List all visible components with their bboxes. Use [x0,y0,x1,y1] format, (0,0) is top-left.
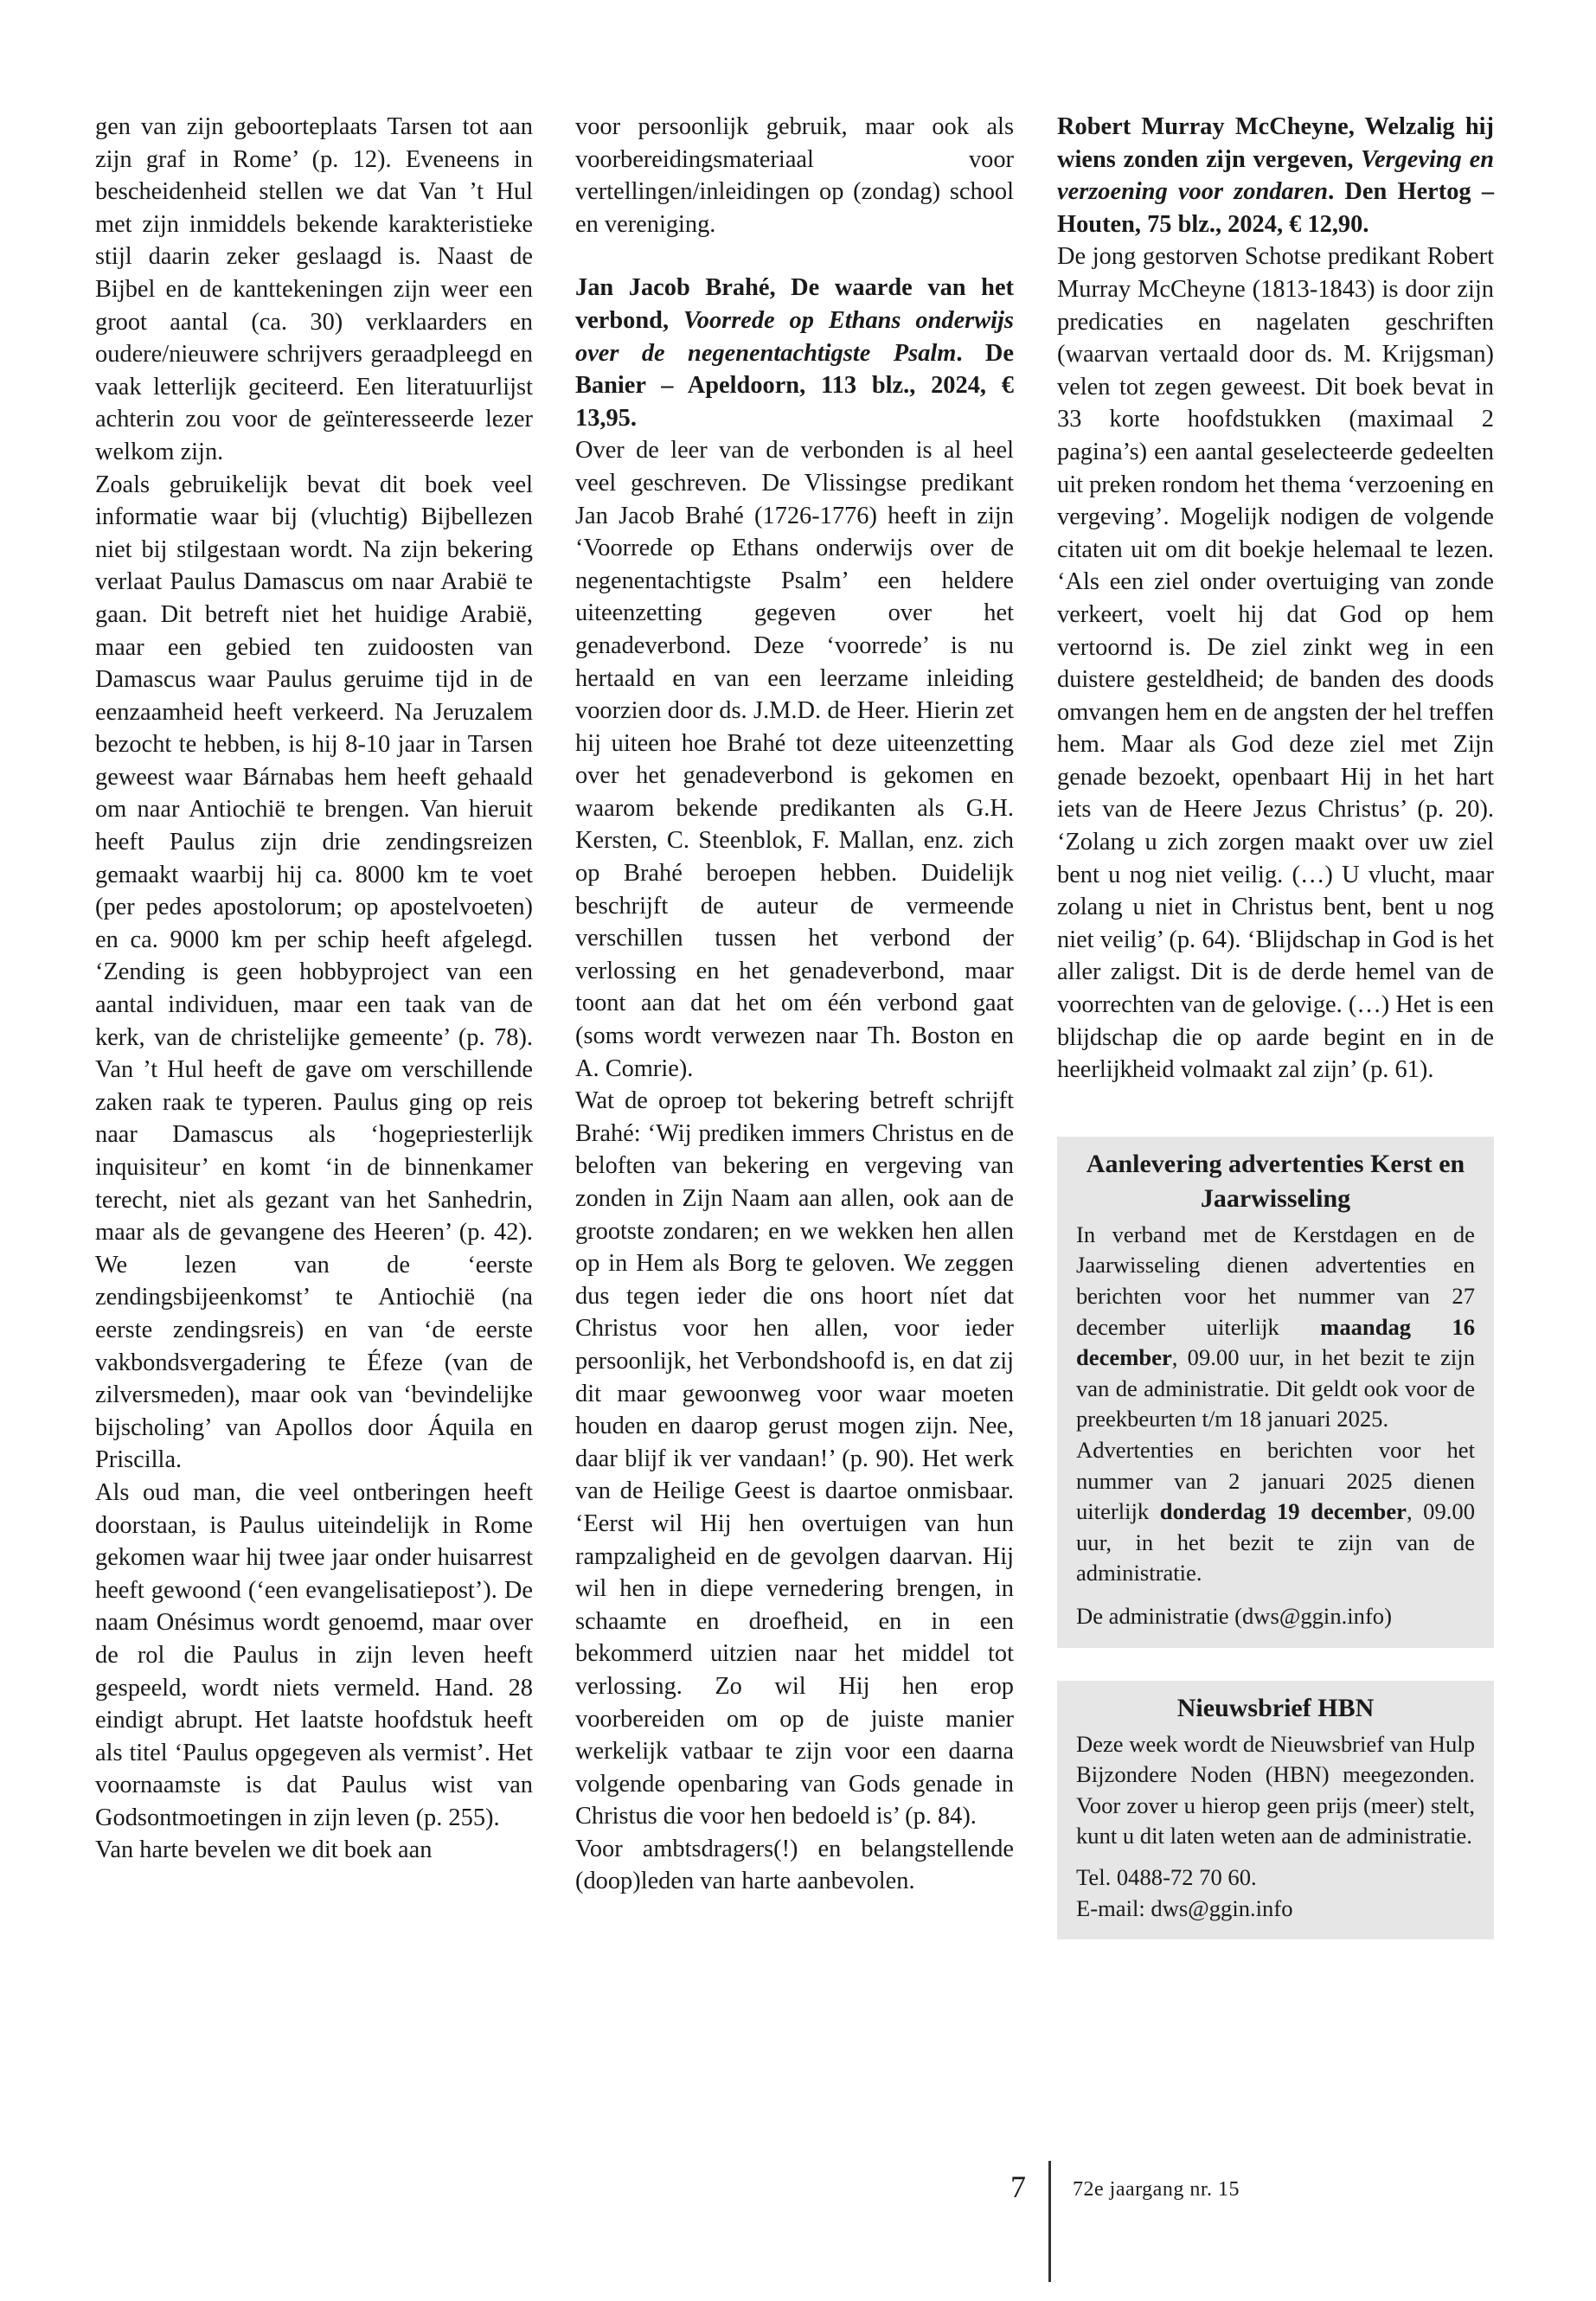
column-1 [95,111,533,1867]
col1-paragraph-3: Als oud man, die veel ontberingen heeft doorstaan, is Paulus uiteindelijk in Rome gekomen waar hij twee jaar onder huisarrest heeft gewoond (‘een evangelisatiepost’). De naam Onésimus wordt genoemd, maar over de rol die Paulus in zijn leven heeft gespeeld, wordt niets vermeld. Hand. 28 eindigt abrupt. Het laatste hoofdstuk heeft als titel ‘Paulus opgegeven als vermist’. Het voornaamste is dat Paulus wist van Godsontmoetingen in zijn leven (p. 255). [95,1478,533,1831]
ads-p1-deadline: maandag 16 december [1076,1313,1475,1371]
col2-intro: voor persoonlijk gebruik, maar ook als voorbereidingsmateriaal voor vertellingen/inleidingen op (zondag) school en vereniging. [575,113,1014,238]
book-author-title: Jan Jacob Brahé, De waarde van het verbond [575,274,1014,334]
ads-p1-end: , 09.00 uur, in het bezit te zijn van de administratie. Dit geldt ook voor de preekbeurten t/m 18 januari 2025. [1076,1344,1475,1433]
ads-notice-paragraph-2 [1076,1435,1475,1589]
newsletter-box [1057,1681,1494,1940]
col2-paragraph-1: Over de leer van de verbonden is al heel veel geschreven. De Vlissingse predikant Jan Jacob Brahé (1726-1776) heeft in zijn ‘Voorrede op Ethans onderwijs over de negenentachtigste Psalm’ een heldere uiteenzetting gegeven over het genadeverbond. Deze ‘voorrede’ is nu hertaald en van een leerzame inleiding voorzien door ds. J.M.D. de Heer. Hierin zet hij uiteen hoe Brahé tot deze uiteenzetting over het genadeverbond is gekomen en waarom bekende predikanten als G.H. Kersten, C. Steenblok, F. Mallan, enz. zich op Brahé beroepen hebben. Duidelijk beschrijft de auteur de vermeende verschillen tussen het verbond der verlossing en het genadeverbond, maar toont aan dat het om één verbond gaat (soms wordt verwezen naar Th. Boston en A. Comrie). [575,437,1014,1082]
column-3 [1057,111,1494,1939]
newsletter-contact [1076,1862,1475,1924]
newsletter-title: Nieuwsbrief HBN [1176,1693,1375,1722]
book-publisher: Den Hertog – Houten, 75 blz., 2024, € 12,90. [1057,178,1495,238]
book-review-heading-brahe: Jan Jacob Brahé, De waarde van het verbond, Voorrede op Ethans onderwijs over de negenentachtigste Psalm. De Banier – Apeldoorn, 113 blz., 2024, € 13,95. [575,274,1014,432]
col1-paragraph-1: gen van zijn geboorteplaats Tarsen tot aan zijn graf in Rome’ (p. 12). Eveneens in bescheidenheid stellen we dat Van ’t Hul met zijn inmiddels bekende karakteristieke stijl daarin zeker geslaagd is. Naast de Bijbel en de kanttekeningen zijn weer een groot aantal (ca. 30) verklaarders en oudere/nieuwere schrijvers geraadpleegd en vaak letterlijk geciteerd. Een literatuurlijst achterin zou voor de geïnteresseerde lezer welkom zijn. [95,113,533,465]
col1-paragraph-4: Van harte bevelen we dit boek aan [95,1836,433,1864]
newsletter-text: Deze week wordt de Nieuwsbrief van Hulp Bijzondere Noden (HBN) meegezonden. Voor zover u hierop geen prijs (meer) stelt, kunt u dit laten weten aan de administratie. [1076,1730,1475,1849]
col1-paragraph-2: Zoals gebruikelijk bevat dit boek veel informatie waar bij (vluchtig) Bijbellezen niet bij stilgestaan wordt. Na zijn bekering verlaat Paulus Damascus om naar Arabië te gaan. Dit betreft niet het huidige Arabië, maar een gebied ten zuidoosten van Damascus waar Paulus geruime tijd in de eenzaamheid heeft verkeerd. Na Jeruzalem bezocht te hebben, is hij 8-10 jaar in Tarsen geweest waar Bárnabas hem heeft gehaald om naar Antiochië te brengen. Van hieruit heeft Paulus zijn drie zendingsreizen gemaakt waarbij hij ca. 8000 km te voet (per pedes apostolorum; op apostelvoeten) en ca. 9000 km per schip heeft afgelegd. ‘Zending is geen hobbyproject van een aantal individuen, maar een taak van de kerk, van de christelijke gemeente’ (p. 78). Van ’t Hul heeft de gave om verschillende zaken raak te typeren. Paulus ging op reis naar Damascus als ‘hogepriesterlijk inquisiteur’ en komt ‘in de binnenkamer terecht, niet als gezant van het Sanhedrin, maar als de gevangene des Heeren’ (p. 42). We lezen van de ‘eerste zendingsbijeenkomst’ te Antiochië (na eerste zendingsreis) en van ‘de eerste vakbondsvergadering te Éfeze (van de zilversmeden), maar ook van ‘bevindelijke bijscholing’ van Apollos door Áquila en Priscilla. [95,471,533,1474]
ads-p2-start: Advertenties en berichten voor het nummer van 2 januari 2025 dienen uiterlijk [1076,1436,1475,1525]
newsletter-phone: Tel. 0488-72 70 60. [1076,1863,1257,1890]
ads-notice-paragraph-1 [1076,1220,1475,1435]
book-review-heading-mccheyne: Robert Murray McCheyne, Welzalig hij wiens zonden zijn vergeven, Vergeving en verzoening voor zondaren. Den Hertog – Houten, 75 blz., 2024, € 12,90. [1057,113,1495,238]
issue-label: 72e jaargang nr. 15 [1073,2178,1240,2201]
col2-paragraph-2: Wat de oproep tot bekering betreft schrijft Brahé: ‘Wij prediken immers Christus en de beloften van bekering en vergeving van zonden in Zijn Naam aan allen, ook aan de grootste zondaren; en we wekken hen allen op in Hem als Borg te geloven. We zeggen dus tegen ieder die ons hoort níet dat Christus voor hen allen, voor ieder persoonlijk, het Verbondshoofd is, en dat zij dit maar gewoonweg voor waar moeten houden en daarop gerust mogen zijn. Nee, daar blijf ik ver vandaan!’ (p. 90). Het werk van de Heilige Geest is daartoe onmisbaar. ‘Eerst wil Hij hen overtuigen van hun rampzaligheid en de gevolgen daarvan. Hij wil hen in diepe vernedering brengen, in schaamte en droefheid, en in een bekommerd uitzien naar het middel tot verlossing. Zo wil Hij hen erop voorbereiden om op de juiste manier werkelijk vatbaar te zijn voor een daarna volgende openbaring van Gods genade in Christus die voor hen bedoeld is’ (p. 84). [575,1087,1014,1830]
ads-p2-deadline: donderdag 19 december [1159,1498,1407,1525]
column-2 [575,111,1014,1898]
book-subtitle: Vergeving en verzoening voor zondaren [1057,145,1495,206]
newsletter-email: E-mail: dws@ggin.info [1076,1894,1293,1921]
footer-divider [1048,2161,1051,2282]
book-subtitle: Voorrede op Ethans onderwijs over de negenentachtigste Psalm [575,306,1014,367]
col3-paragraph: De jong gestorven Schotse predikant Robert Murray McCheyne (1813-1843) is door zijn predicaties en nagelaten geschriften (waarvan vertaald door ds. M. Krijgsman) velen tot zegen geweest. Dit boek bevat in 33 korte hoofdstukken (maximaal 2 pagina’s) een aantal geselecteerde gedeelten uit preken rondom het thema ‘verzoening en vergeving’. Mogelijk nodigen de volgende citaten uit om dit boekje helemaal te lezen. ‘Als een ziel onder overtuiging van zonde verkeert, voelt hij dat God op hem vertoornd is. De ziel zinkt weg in een duistere gesteldheid; de banden des doods omvangen hem en de angsten der hel treffen hem. Maar als God deze ziel met Zijn genade bezoekt, openbaart Hij in het hart iets van de Heere Jezus Christus’ (p. 20). ‘Zolang u zich zorgen maakt over uw ziel bent u nog niet veilig. (…) U vlucht, maar zolang u niet in Christus bent, bent u nog niet veilig’ (p. 64). ‘Blijdschap in God is het aller zaligst. Dit is de derde hemel van de voorrechten van de gelovige. (…) Het is een blijdschap die op aarde begint en in de heerlijkheid volmaakt zal zijn’ (p. 61). [1057,243,1494,1084]
ads-notice-signature: De administratie (dws@ggin.info) [1076,1602,1392,1629]
ads-notice-title: Aanlevering advertenties Kerst en Jaarwisseling [1086,1149,1465,1213]
book-publisher: De Banier – Apeldoorn, 113 blz., 2024, € 13,95. [575,339,1014,432]
ads-p2-end: , 09.00 uur, in het bezit te zijn van de administratie. [1076,1498,1475,1586]
page-number: 7 [1010,2170,1026,2204]
ads-notice-box [1057,1137,1494,1648]
ads-p1-start: In verband met de Kerstdagen en de Jaarwisseling dienen advertenties en berichten voor het nummer van 27 december uiterlijk [1076,1221,1475,1340]
book-author-title: Robert Murray McCheyne, Welzalig hij wiens zonden zijn vergeven [1057,113,1494,173]
col2-paragraph-3: Voor ambtsdragers(!) en belangstellende (doop)leden van harte aanbevolen. [575,1835,1014,1895]
